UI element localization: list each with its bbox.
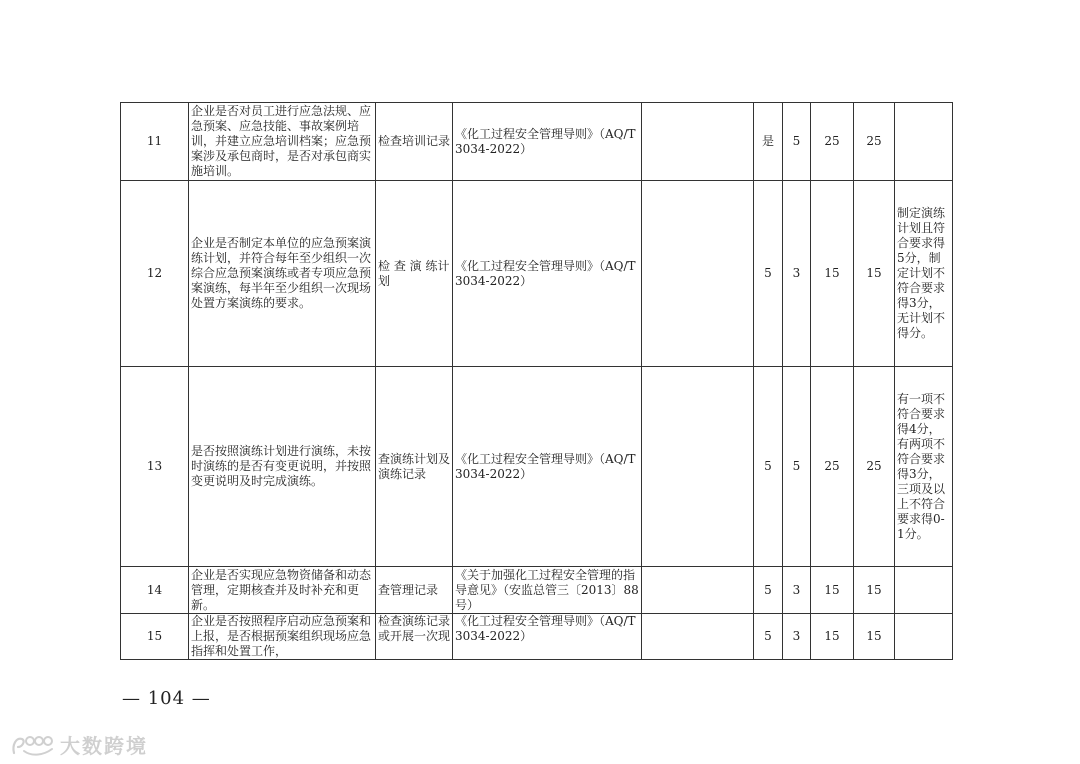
remark-cell: 有一项不符合要求得4分，有两项不符合要求得3分，三项及以上不符合要求得0-1分。 xyxy=(895,367,953,567)
score-actual-cell: 25 xyxy=(854,103,895,181)
item-number: 13 xyxy=(121,367,189,567)
weight-cell: 5 xyxy=(783,367,811,567)
check-method: 检 查 演 练计划 xyxy=(376,181,453,367)
weight-cell: 5 xyxy=(783,103,811,181)
check-basis: 《化工过程安全管理导则》（AQ/T3034-2022） xyxy=(453,614,642,660)
item-number: 12 xyxy=(121,181,189,367)
check-content: 企业是否对员工进行应急法规、应急预案、应急技能、事故案例培训，并建立应急培训档案；应急预案涉及承包商时，是否对承包商实施培训。 xyxy=(189,103,376,181)
score-actual-cell: 15 xyxy=(854,614,895,660)
check-content: 企业是否实现应急物资储备和动态管理，定期核查并及时补充和更新。 xyxy=(189,567,376,614)
level-cell: 5 xyxy=(754,567,783,614)
score-total-cell: 15 xyxy=(811,181,854,367)
check-content: 是否按照演练计划进行演练，未按时演练的是否有变更说明，并按照变更说明及时完成演练。 xyxy=(189,367,376,567)
score-actual-cell: 15 xyxy=(854,181,895,367)
check-method: 检查演练记录或开展一次现 xyxy=(376,614,453,660)
score-actual-cell: 25 xyxy=(854,367,895,567)
check-basis: 《化工过程安全管理导则》（AQ/T3034-2022） xyxy=(453,103,642,181)
score-actual-cell: 15 xyxy=(854,567,895,614)
check-method: 检查培训记录 xyxy=(376,103,453,181)
finding-cell xyxy=(642,103,754,181)
check-basis: 《关于加强化工过程安全管理的指导意见》（安监总管三〔2013〕88 号） xyxy=(453,567,642,614)
level-cell: 5 xyxy=(754,367,783,567)
checklist-table xyxy=(120,102,953,660)
table-row xyxy=(121,181,953,367)
level-cell: 5 xyxy=(754,181,783,367)
check-content: 企业是否按照程序启动应急预案和上报，是否根据预案组织现场应急指挥和处置工作， xyxy=(189,614,376,660)
weight-cell: 3 xyxy=(783,181,811,367)
table-row xyxy=(121,103,953,181)
finding-cell xyxy=(642,614,754,660)
finding-cell xyxy=(642,367,754,567)
check-method: 查演练计划及演练记录 xyxy=(376,367,453,567)
weight-cell: 3 xyxy=(783,567,811,614)
check-basis: 《化工过程安全管理导则》（AQ/T3034-2022） xyxy=(453,181,642,367)
brand-logo-icon xyxy=(10,733,56,757)
level-cell: 是 xyxy=(754,103,783,181)
score-total-cell: 15 xyxy=(811,567,854,614)
score-total-cell: 25 xyxy=(811,103,854,181)
remark-cell: 制定演练计划且符合要求得5分，制定计划不符合要求得3分，无计划不得分。 xyxy=(895,181,953,367)
level-cell: 5 xyxy=(754,614,783,660)
page-number: — 104 — xyxy=(122,688,211,709)
table-row xyxy=(121,567,953,614)
item-number: 14 xyxy=(121,567,189,614)
table-row xyxy=(121,614,953,660)
score-total-cell: 15 xyxy=(811,614,854,660)
item-number: 15 xyxy=(121,614,189,660)
item-number: 11 xyxy=(121,103,189,181)
score-total-cell: 25 xyxy=(811,367,854,567)
check-method: 查管理记录 xyxy=(376,567,453,614)
remark-cell xyxy=(895,103,953,181)
remark-cell xyxy=(895,567,953,614)
watermark xyxy=(10,730,148,759)
check-content: 企业是否制定本单位的应急预案演练计划，并符合每年至少组织一次综合应急预案演练或者专项应急预案演练，每半年至少组织一次现场处置方案演练的要求。 xyxy=(189,181,376,367)
watermark-text: 大数跨境 xyxy=(60,734,148,758)
check-basis: 《化工过程安全管理导则》（AQ/T3034-2022） xyxy=(453,367,642,567)
weight-cell: 3 xyxy=(783,614,811,660)
remark-cell xyxy=(895,614,953,660)
finding-cell xyxy=(642,181,754,367)
finding-cell xyxy=(642,567,754,614)
table-row xyxy=(121,367,953,567)
